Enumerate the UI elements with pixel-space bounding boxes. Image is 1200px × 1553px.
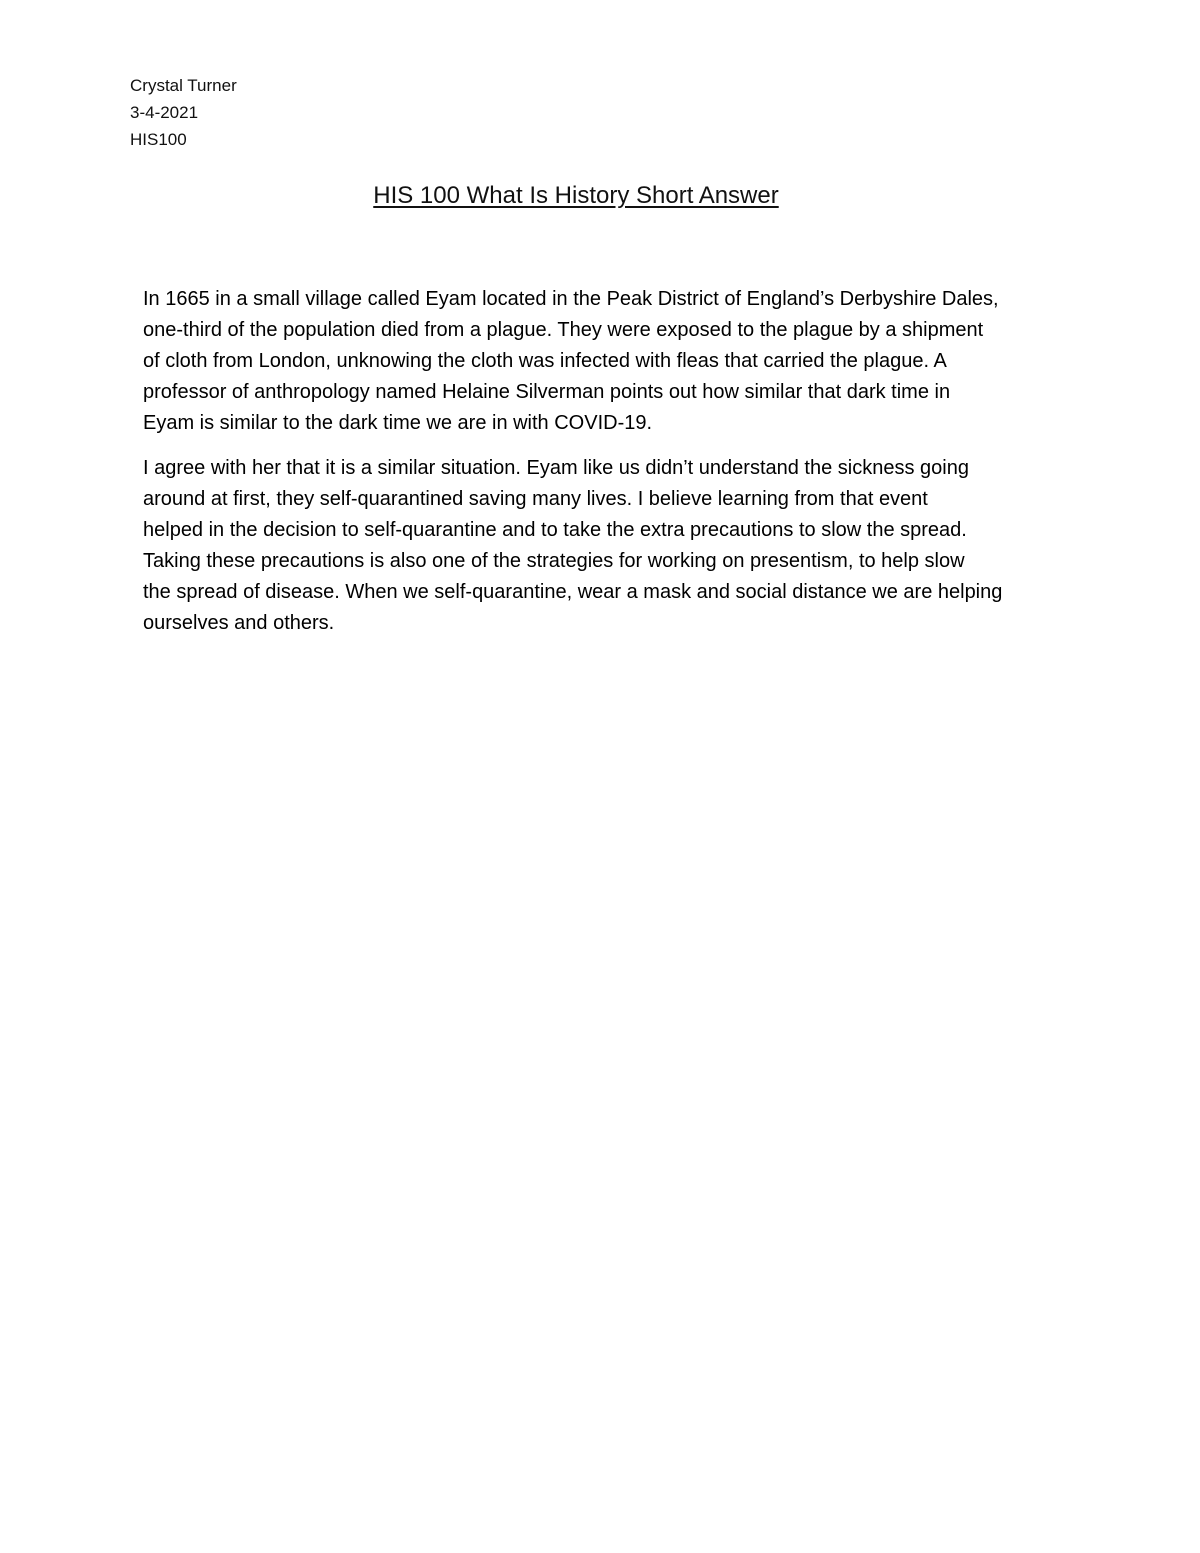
paragraph-line: Eyam is similar to the dark time we are in with COVID-19. <box>143 412 653 434</box>
document-title: HIS 100 What Is History Short Answer <box>373 182 779 209</box>
document-date: 3-4-2021 <box>130 103 199 122</box>
paragraph-line: around at first, they self-quarantined saving many lives. I believe learning from that event <box>143 488 928 510</box>
paragraph-line: In 1665 in a small village called Eyam located in the Peak District of England’s Derbyshire Dales, <box>143 288 999 310</box>
paragraph-2 <box>143 453 1068 639</box>
paragraph-line: I agree with her that it is a similar situation. Eyam like us didn’t understand the sickness going <box>143 457 969 479</box>
paragraph-line: professor of anthropology named Helaine Silverman points out how similar that dark time in <box>143 381 951 403</box>
author-name: Crystal Turner <box>130 76 237 95</box>
course-code: HIS100 <box>130 130 187 149</box>
paragraph-line: ourselves and others. <box>143 612 335 634</box>
paragraph-1 <box>143 284 1068 439</box>
paragraph-line: of cloth from London, unknowing the cloth was infected with fleas that carried the plague. A <box>143 350 947 372</box>
paragraph-line: one-third of the population died from a plague. They were exposed to the plague by a shipment <box>143 319 984 341</box>
paragraph-line: the spread of disease. When we self-quarantine, wear a mask and social distance we are helping <box>143 581 1003 603</box>
paragraph-line: Taking these precautions is also one of the strategies for working on presentism, to help slow <box>143 550 965 572</box>
paragraph-line: helped in the decision to self-quarantine and to take the extra precautions to slow the spread. <box>143 519 967 541</box>
document-body <box>143 284 1068 653</box>
document-header <box>130 72 237 153</box>
